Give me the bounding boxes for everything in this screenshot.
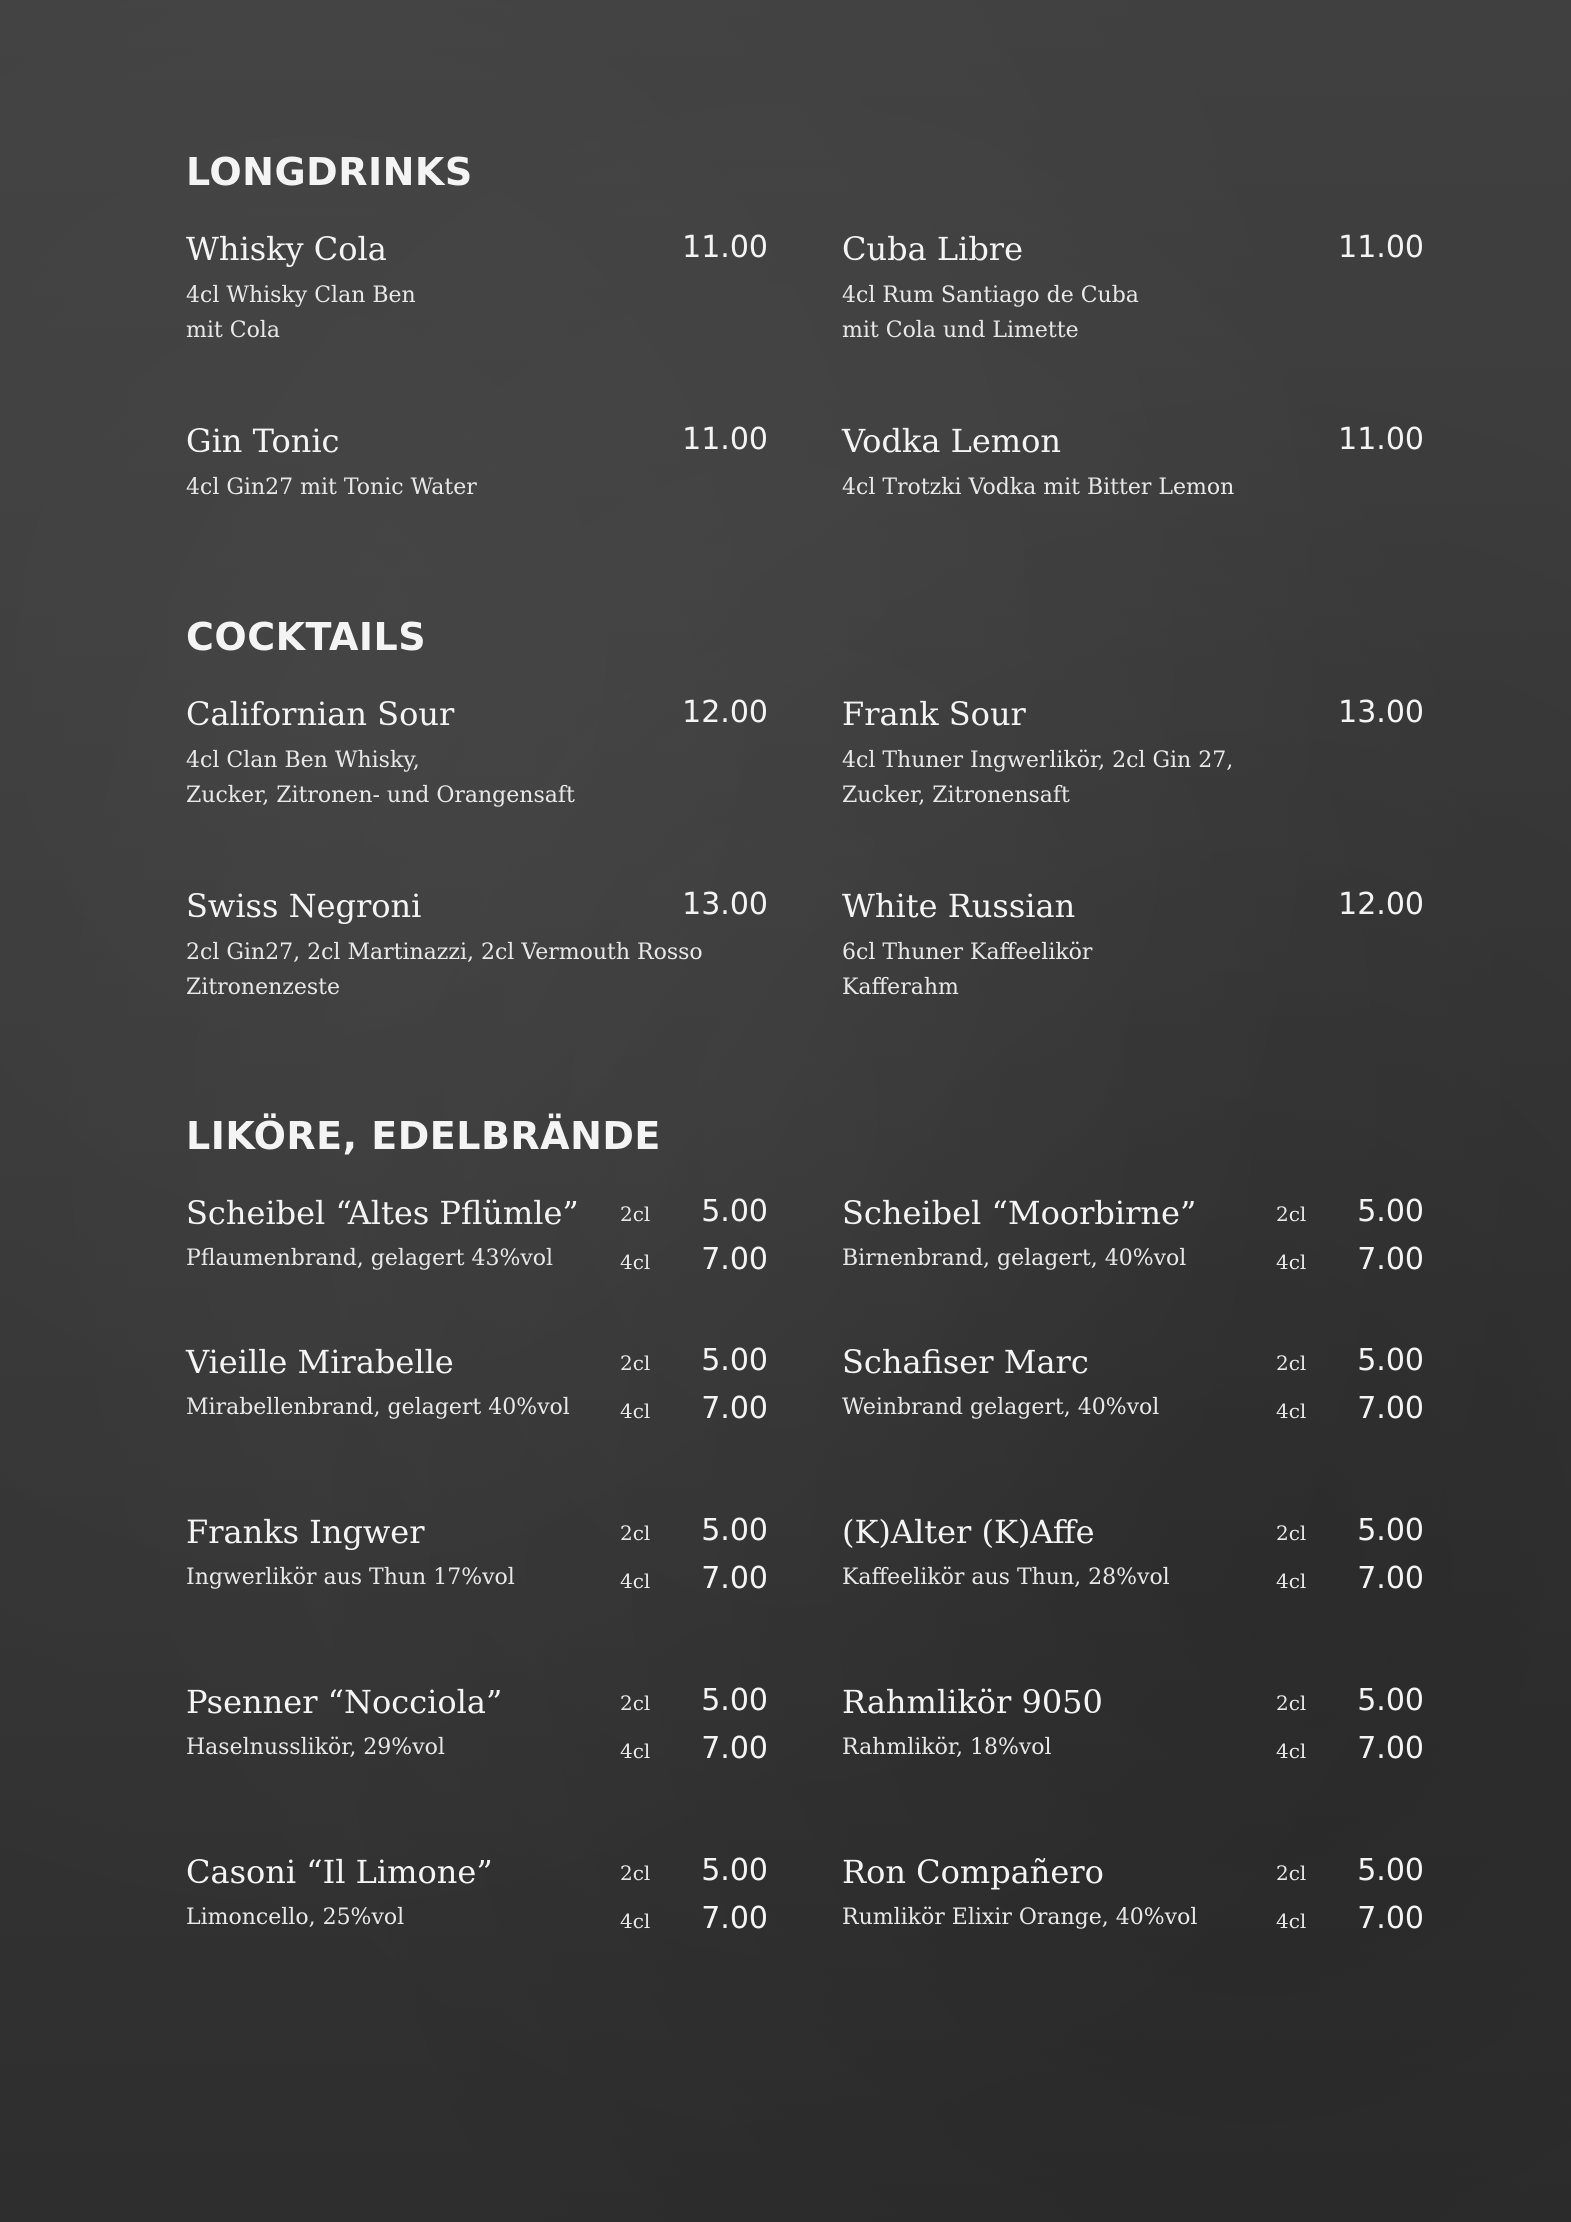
item-description: Limoncello, 25%vol (186, 1905, 405, 1930)
price-small: 5.00 (701, 1513, 768, 1548)
price-large: 7.00 (701, 1731, 768, 1766)
price-large: 7.00 (701, 1242, 768, 1277)
size-small: 2cl (1276, 1691, 1307, 1715)
item-price: 11.00 (682, 422, 768, 457)
size-large: 4cl (1276, 1569, 1307, 1593)
item-name: Scheibel “Altes Pflümle” (186, 1194, 579, 1232)
size-small: 2cl (1276, 1521, 1307, 1545)
item-name: Ron Compañero (842, 1853, 1104, 1891)
spirit-item (186, 1194, 768, 1284)
size-small: 2cl (620, 1351, 651, 1375)
item-name: Rahmlikör 9050 (842, 1683, 1103, 1721)
size-large: 4cl (1276, 1250, 1307, 1274)
price-large: 7.00 (1357, 1242, 1424, 1277)
price-small: 5.00 (701, 1683, 768, 1718)
spirit-item (842, 1194, 1424, 1284)
item-description: 4cl Gin27 mit Tonic Water (186, 475, 477, 500)
item-name: Psenner “Nocciola” (186, 1683, 503, 1721)
item-description: Birnenbrand, gelagert, 40%vol (842, 1246, 1187, 1271)
size-large: 4cl (620, 1399, 651, 1423)
item-price: 11.00 (1338, 422, 1424, 457)
size-large: 4cl (1276, 1399, 1307, 1423)
price-large: 7.00 (1357, 1391, 1424, 1426)
spirit-item (842, 1343, 1424, 1433)
item-price: 12.00 (682, 695, 768, 730)
item-name: Casoni “Il Limone” (186, 1853, 493, 1891)
item-name: Gin Tonic (186, 422, 340, 460)
item-description: Rumlikör Elixir Orange, 40%vol (842, 1905, 1198, 1930)
size-small: 2cl (1276, 1202, 1307, 1226)
spirit-item (842, 1513, 1424, 1603)
item-name: (K)Alter (K)Affe (842, 1513, 1095, 1551)
item-description: 4cl Whisky Clan Ben mit Cola (186, 283, 416, 343)
price-small: 5.00 (1357, 1853, 1424, 1888)
item-name: Swiss Negroni (186, 887, 422, 925)
size-large: 4cl (620, 1569, 651, 1593)
spirit-item (842, 1853, 1424, 1943)
price-small: 5.00 (1357, 1683, 1424, 1718)
item-description: 6cl Thuner Kaffeelikör Kafferahm (842, 940, 1093, 1000)
price-large: 7.00 (1357, 1561, 1424, 1596)
item-name: Franks Ingwer (186, 1513, 425, 1551)
item-name: Cuba Libre (842, 230, 1024, 268)
price-large: 7.00 (701, 1391, 768, 1426)
item-description: 2cl Gin27, 2cl Martinazzi, 2cl Vermouth Rosso Zitronenzeste (186, 940, 703, 1000)
item-description: 4cl Trotzki Vodka mit Bitter Lemon (842, 475, 1235, 500)
item-name: Scheibel “Moorbirne” (842, 1194, 1197, 1232)
size-large: 4cl (620, 1250, 651, 1274)
price-large: 7.00 (701, 1901, 768, 1936)
item-description: Haselnusslikör, 29%vol (186, 1735, 445, 1760)
section-title: COCKTAILS (186, 615, 427, 659)
price-small: 5.00 (1357, 1513, 1424, 1548)
section-title: LIKÖRE, EDELBRÄNDE (186, 1114, 661, 1158)
item-description: 4cl Thuner Ingwerlikör, 2cl Gin 27, Zucker, Zitronensaft (842, 748, 1234, 808)
size-large: 4cl (620, 1739, 651, 1763)
item-description: 4cl Clan Ben Whisky, Zucker, Zitronen- und Orangensaft (186, 748, 575, 808)
price-small: 5.00 (1357, 1194, 1424, 1229)
price-small: 5.00 (1357, 1343, 1424, 1378)
size-large: 4cl (1276, 1909, 1307, 1933)
price-large: 7.00 (1357, 1731, 1424, 1766)
price-large: 7.00 (701, 1561, 768, 1596)
item-description: Pflaumenbrand, gelagert 43%vol (186, 1246, 554, 1271)
item-price: 11.00 (682, 230, 768, 265)
item-price: 11.00 (1338, 230, 1424, 265)
item-description: Ingwerlikör aus Thun 17%vol (186, 1565, 515, 1590)
item-price: 13.00 (1338, 695, 1424, 730)
item-name: Vieille Mirabelle (186, 1343, 454, 1381)
size-large: 4cl (1276, 1739, 1307, 1763)
size-small: 2cl (620, 1691, 651, 1715)
item-name: White Russian (842, 887, 1076, 925)
price-small: 5.00 (701, 1343, 768, 1378)
item-name: Schafiser Marc (842, 1343, 1089, 1381)
item-price: 12.00 (1338, 887, 1424, 922)
price-small: 5.00 (701, 1194, 768, 1229)
spirit-item (186, 1513, 768, 1603)
size-small: 2cl (620, 1861, 651, 1885)
item-description: Weinbrand gelagert, 40%vol (842, 1395, 1160, 1420)
item-name: Frank Sour (842, 695, 1026, 733)
section-title: LONGDRINKS (186, 150, 473, 194)
size-small: 2cl (620, 1521, 651, 1545)
size-large: 4cl (620, 1909, 651, 1933)
price-small: 5.00 (701, 1853, 768, 1888)
item-name: Californian Sour (186, 695, 455, 733)
item-name: Vodka Lemon (842, 422, 1061, 460)
size-small: 2cl (1276, 1861, 1307, 1885)
item-price: 13.00 (682, 887, 768, 922)
item-description: Rahmlikör, 18%vol (842, 1735, 1052, 1760)
spirit-item (186, 1853, 768, 1943)
spirit-item (186, 1343, 768, 1433)
item-description: Mirabellenbrand, gelagert 40%vol (186, 1395, 570, 1420)
item-name: Whisky Cola (186, 230, 387, 268)
price-large: 7.00 (1357, 1901, 1424, 1936)
spirit-item (186, 1683, 768, 1773)
size-small: 2cl (1276, 1351, 1307, 1375)
spirit-item (842, 1683, 1424, 1773)
size-small: 2cl (620, 1202, 651, 1226)
item-description: Kaffeelikör aus Thun, 28%vol (842, 1565, 1170, 1590)
item-description: 4cl Rum Santiago de Cuba mit Cola und Limette (842, 283, 1139, 343)
